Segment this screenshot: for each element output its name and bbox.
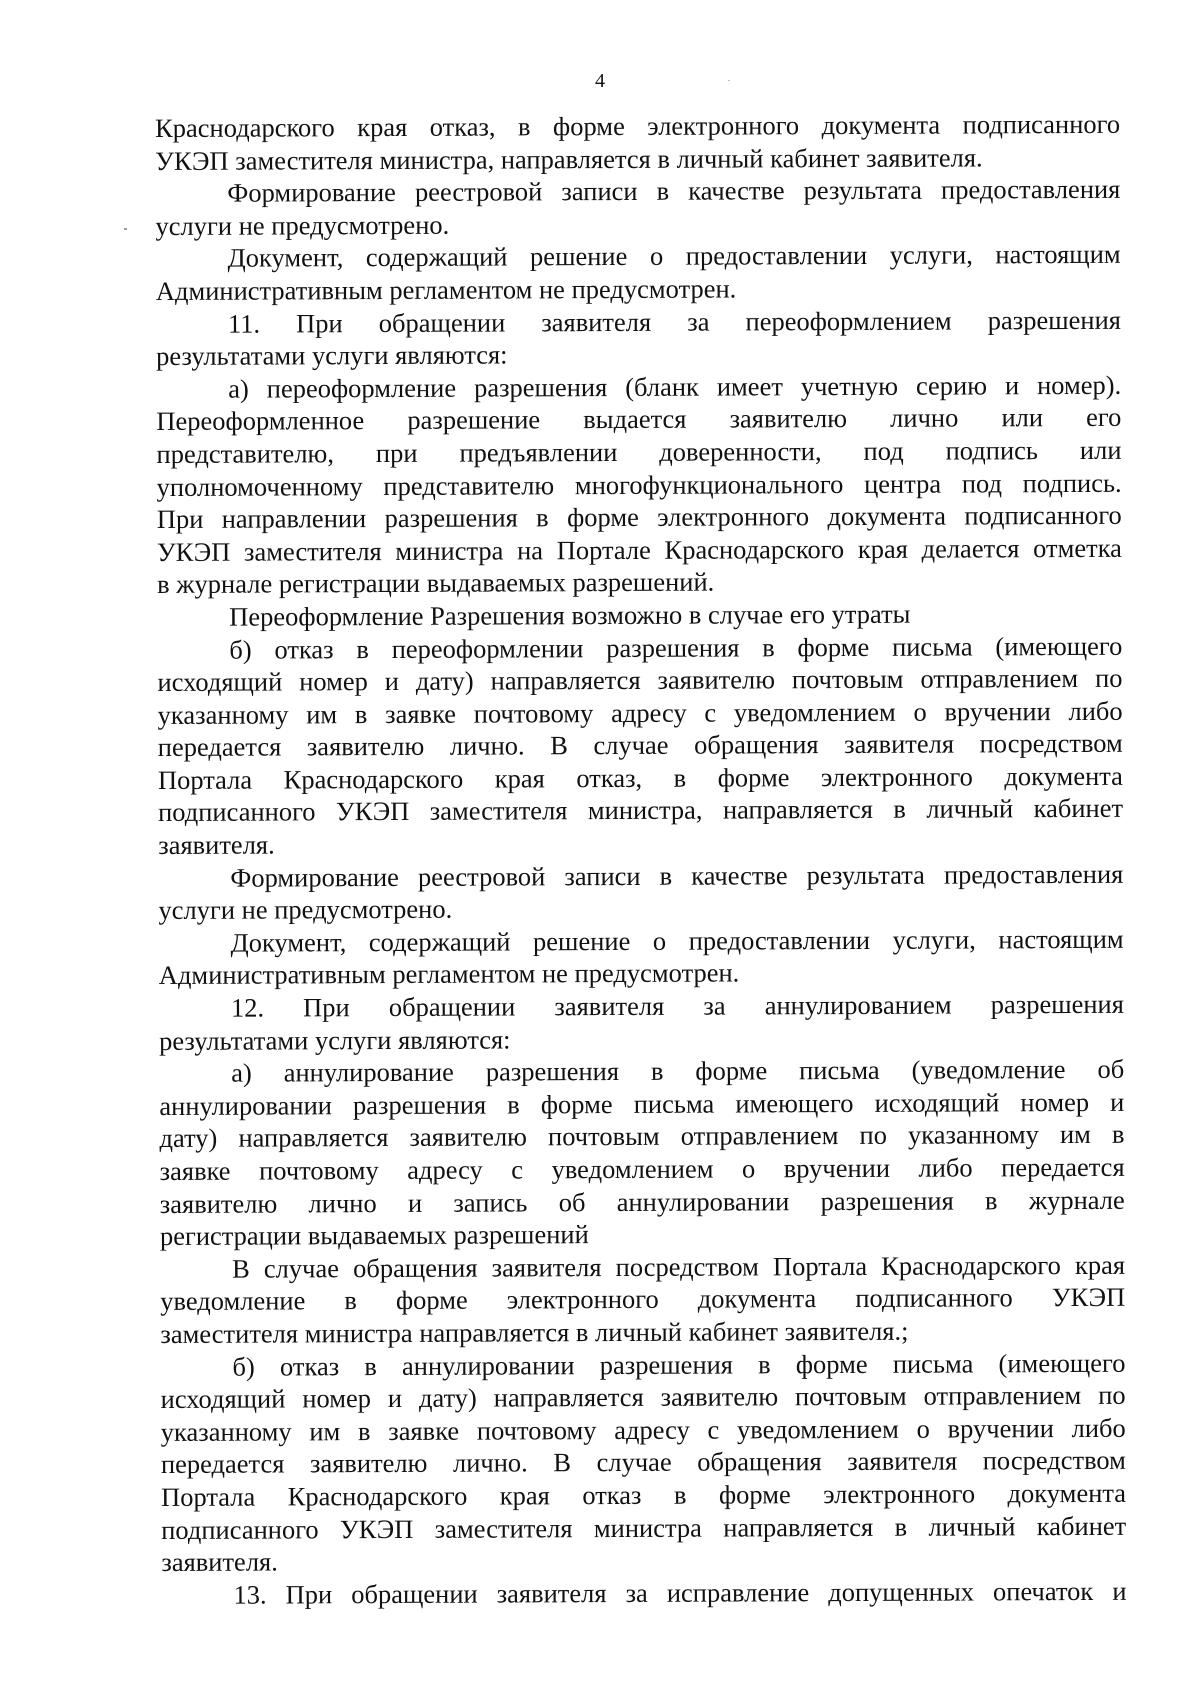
text-line: указанному им в заявке почтовому адресу с уведомлением о вручении либо xyxy=(157,695,1123,730)
text-line: Административным регламентом не предусмотрен. xyxy=(155,273,737,306)
page-number: 4 xyxy=(595,70,605,92)
text-line: заявителя. xyxy=(161,1546,278,1578)
text-line: заявителю лично и запись об аннулировании разрешения в журнале xyxy=(159,1184,1125,1219)
scan-margin-mark xyxy=(124,228,127,230)
text-line: 11. При обращении заявителя за переоформлением разрешения xyxy=(227,304,1121,339)
text-line: Краснодарского края отказ, в форме электронного документа подписанного xyxy=(155,108,1121,143)
text-line: УКЭП заместителя министра на Портале Краснодарского края делается отметка xyxy=(156,532,1122,567)
text-line: УКЭП заместителя министра, направляется в личный кабинет заявителя. xyxy=(155,141,983,176)
text-line: Документ, содержащий решение о предоставлении услуги, настоящим xyxy=(230,923,1124,958)
scan-speck xyxy=(728,80,730,81)
text-line: В случае обращения заявителя посредством Портала Краснодарского края xyxy=(231,1249,1126,1284)
text-line: б) отказ в переоформлении разрешения в форме письма (имеющего xyxy=(229,630,1123,665)
text-line: исходящий номер и дату) направляется заявителю почтовым отправлением по xyxy=(157,662,1123,698)
text-line: Формирование реестровой записи в качестве результата предоставления xyxy=(227,173,1121,208)
text-line: заместителя министра направляется в личный кабинет заявителя.; xyxy=(160,1315,909,1349)
text-line: в журнале регистрации выдаваемых разрешений. xyxy=(156,566,715,600)
text-line: б) отказ в аннулировании разрешения в форме письма (имеющего xyxy=(232,1347,1126,1382)
text-line: 13. При обращении заявителя за исправление допущенных опечаток и xyxy=(233,1575,1127,1610)
text-line: аннулировании разрешения в форме письма имеющего исходящий номер и xyxy=(159,1086,1125,1121)
text-line: услуги не предусмотрено. xyxy=(155,209,450,241)
text-line: Портала Краснодарского края отказ, в форме электронного документа xyxy=(157,760,1123,795)
text-line: заявителя. xyxy=(158,829,275,861)
text-line: Документ, содержащий решение о предоставлении услуги, настоящим xyxy=(227,239,1121,274)
text-line: подписанного УКЭП заместителя министра, направляется в личный кабинет xyxy=(157,793,1124,828)
text-line: передается заявителю лично. В случае обращения заявителя посредством xyxy=(160,1445,1126,1480)
text-line: передается заявителю лично. В случае обращения заявителя посредством xyxy=(157,728,1123,763)
text-line: 12. При обращении заявителя за аннулированием разрешения xyxy=(230,988,1124,1023)
text-line: уведомление в форме электронного документа подписанного УКЭП xyxy=(160,1282,1126,1317)
text-line: услуги не предусмотрено. xyxy=(158,893,453,926)
text-line: уполномоченному представителю многофункционального центра под подпись. xyxy=(156,467,1122,502)
text-line: Переоформление Разрешения возможно в случае его утраты xyxy=(229,598,911,632)
text-line: заявке почтовому адресу с уведомлением о вручении либо передается xyxy=(159,1151,1125,1186)
text-line: Переоформленное разрешение выдается заявителю лично или его xyxy=(156,402,1122,437)
text-line: Административным регламентом не предусмотрен. xyxy=(158,957,740,991)
text-line: Формирование реестровой записи в качестве результата предоставления xyxy=(230,858,1124,893)
text-line: указанному им в заявке почтовому адресу с уведомлением о вручении либо xyxy=(160,1412,1126,1447)
text-line: При направлении разрешения в форме электронного документа подписанного xyxy=(156,499,1122,535)
text-line: а) аннулирование разрешения в форме письма (уведомление об xyxy=(231,1053,1125,1088)
text-line: исходящий номер и дату) направляется заявителю почтовым отправлением по xyxy=(160,1379,1126,1415)
text-line: представителю, при предъявлении доверенности, под подпись или xyxy=(156,434,1122,469)
text-line: подписанного УКЭП заместителя министра направляется в личный кабинет xyxy=(161,1510,1127,1545)
text-line: результатами услуги являются: xyxy=(158,1024,511,1056)
text-line: дату) направляется заявителю почтовым отправлением по указанному им в xyxy=(159,1119,1125,1154)
text-line: регистрации выдаваемых разрешений xyxy=(159,1219,589,1252)
text-line: а) переоформление разрешения (бланк имеет учетную серию и номер). xyxy=(228,369,1122,404)
text-line: результатами услуги являются: xyxy=(155,339,508,372)
text-line: Портала Краснодарского края отказ в форме электронного документа xyxy=(160,1477,1127,1512)
document-body xyxy=(155,108,1127,1612)
